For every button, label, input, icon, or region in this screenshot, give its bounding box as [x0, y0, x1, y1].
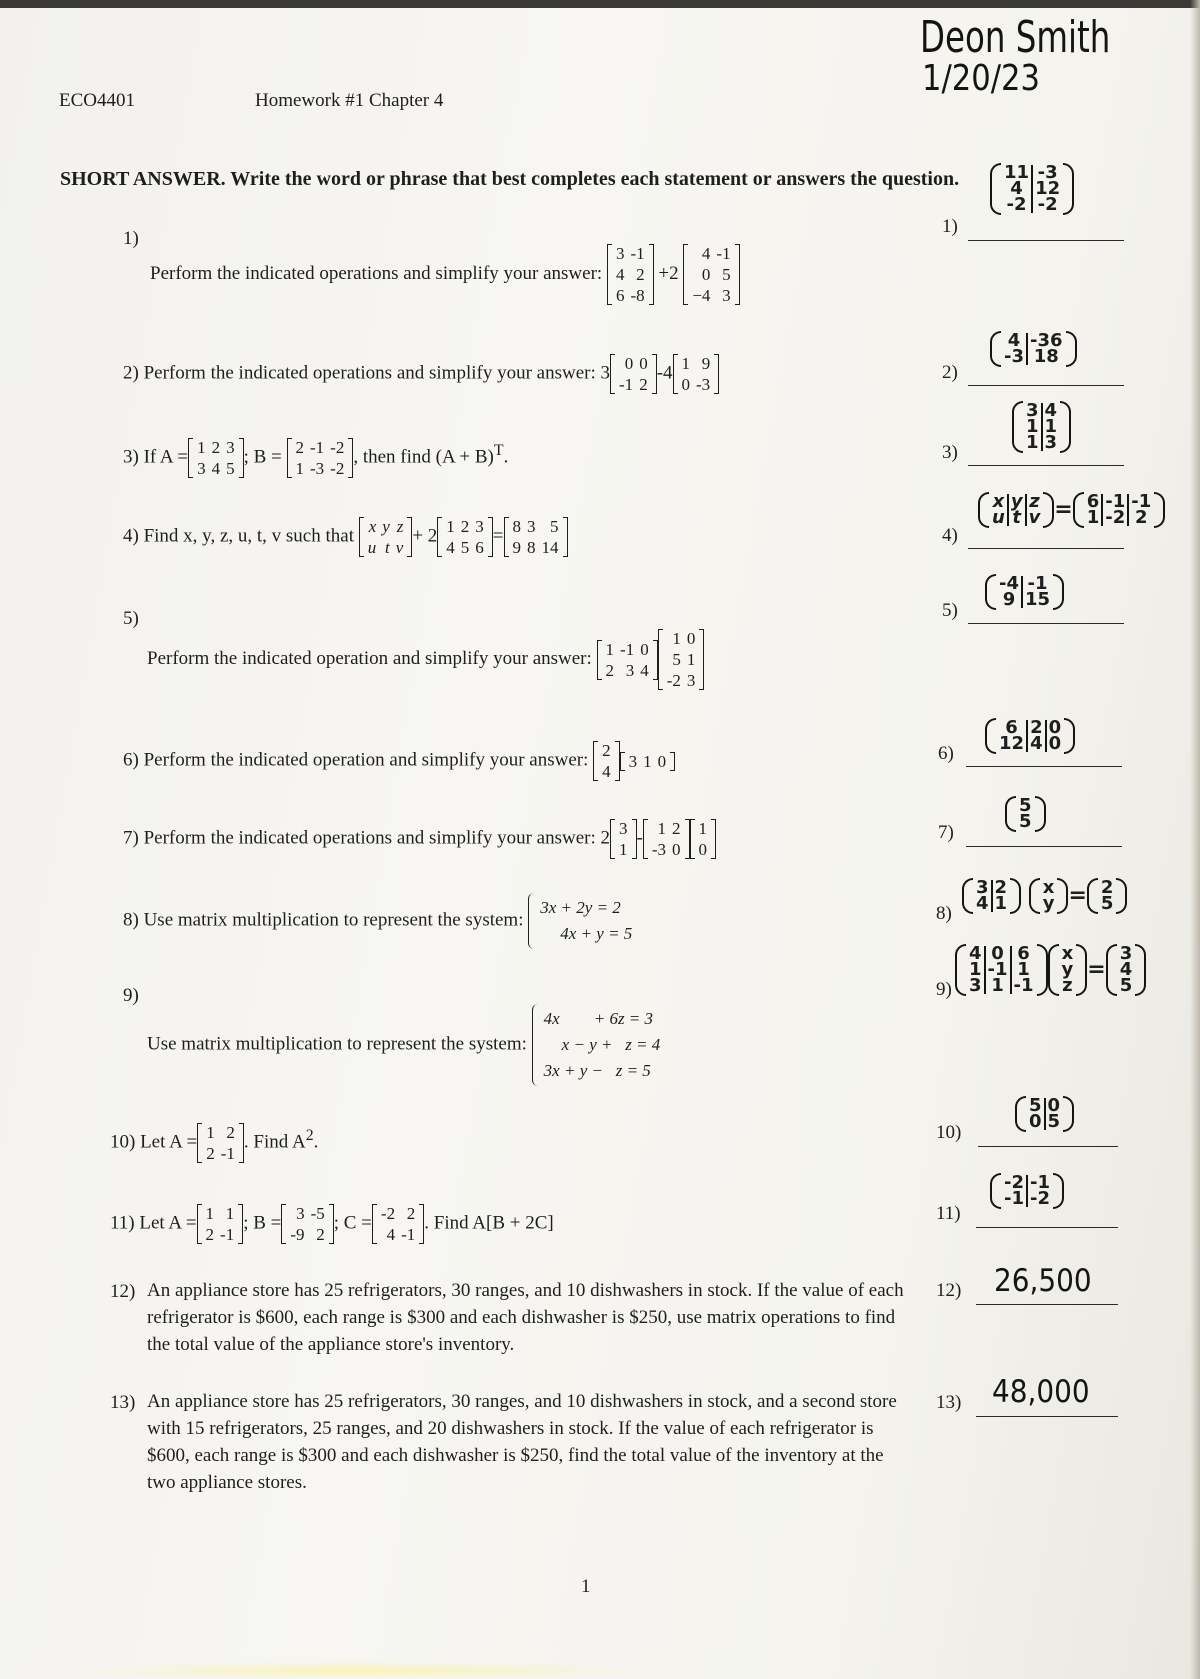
instructions: SHORT ANSWER. Write the word or phrase that best completes each statement or answers the question. [60, 168, 960, 190]
answer-11 [990, 1172, 1064, 1209]
matrix: 3 -5 -9 2 [281, 1203, 333, 1245]
handwritten-matrix: x y z [1048, 946, 1088, 994]
matrix: 4 -1 0 5 −4 3 [683, 243, 739, 306]
matrix: 1 2 3 3 4 5 [188, 437, 244, 479]
answer-number: 12) [936, 1280, 962, 1301]
question-number: 13) [110, 1392, 136, 1413]
light-glare [60, 1661, 660, 1679]
operator: -4 [656, 362, 673, 384]
answer-number: 5) [942, 600, 958, 621]
answer-number: 3) [942, 442, 958, 463]
answer-6 [985, 717, 1075, 754]
handwritten-matrix: x y [1029, 880, 1069, 912]
course-code: ECO4401 [59, 90, 135, 111]
answer-7 [1005, 795, 1046, 832]
answer-number: 13) [936, 1392, 962, 1413]
question-number: 4) [123, 525, 139, 547]
matrix: 3 -1 4 2 6 -8 [607, 243, 654, 306]
matrix: 1 0 [690, 818, 717, 860]
question-number: 1) [123, 228, 139, 249]
answer-line [968, 548, 1124, 549]
question-number: 11) [110, 1212, 135, 1234]
matrix: 3 1 0 [620, 751, 676, 772]
answer-12-value: 26,500 [994, 1263, 1092, 1299]
question-2 [123, 353, 719, 395]
question-number: 10) [110, 1131, 136, 1153]
handwritten-matrix: 2 5 [1087, 880, 1128, 912]
matrix: 1 0 5 1 -2 3 [658, 628, 705, 691]
question-number: 7) [123, 827, 139, 849]
question-number: 6) [123, 749, 139, 771]
answer-line [976, 1227, 1118, 1228]
answer-number: 6) [938, 743, 954, 764]
matrix: x y z u t v [359, 516, 413, 558]
answer-10 [1015, 1095, 1074, 1132]
handwritten-matrix: -4 -1 9 15 [985, 576, 1064, 608]
answer-line [976, 1416, 1118, 1417]
handwritten-matrix: 6 2 0 12 4 0 [985, 720, 1075, 752]
question-text: Perform the indicated operations and simplify your answer: 3 [143, 362, 611, 384]
answer-2 [990, 330, 1077, 367]
student-name: Deon Smith [920, 12, 1111, 63]
handwritten-matrix: 3 4 5 [1106, 946, 1147, 994]
question-3: 3) If A = 1 2 3 3 4 5 ; B = 2 -1 -2 1 -3 -2 , then find $(A + B)^T$. [123, 438, 509, 478]
answer-1 [990, 162, 1074, 215]
question-9 [147, 1006, 660, 1084]
question-number: 12) [110, 1281, 136, 1302]
scan-right-edge [1190, 0, 1200, 1679]
handwritten-matrix: x y z u t v [978, 494, 1054, 526]
answer-number: 10) [936, 1122, 962, 1143]
question-text: Use matrix multiplication to represent the system: [147, 1033, 527, 1055]
matrix: 3 1 [610, 818, 637, 860]
handwritten-matrix: 5 0 0 5 [1015, 1098, 1074, 1130]
answer-3 [1012, 400, 1071, 453]
handwritten-matrix: 6 -1 -1 1 -2 2 [1073, 494, 1166, 526]
handwritten-matrix: 3 4 1 1 1 3 [1012, 403, 1071, 451]
matrix: 1 9 0 -3 [673, 353, 720, 395]
answer-line [968, 240, 1124, 241]
matrix: 2 4 [593, 740, 620, 782]
handwritten-matrix: 3 2 4 1 [962, 880, 1021, 912]
handwritten-matrix: 4 0 6 1 -1 1 3 1 -1 [955, 946, 1048, 994]
question-4: 4) Find x, y, z, u, t, v such that x y z u t v + 2 1 2 3 4 5 6 = 8 3 5 9 8 14 [123, 516, 568, 558]
matrix: 1 2 3 4 5 6 [437, 516, 493, 558]
question-number: 3) [123, 446, 139, 468]
answer-number: 11) [936, 1203, 961, 1224]
answer-5 [985, 573, 1064, 610]
answer-number: 2) [942, 362, 958, 383]
question-10: 10) Let A = 1 2 2 -1 . Find $A^2$. [110, 1123, 319, 1163]
question-number: 9) [123, 985, 139, 1006]
question-6 [123, 740, 675, 782]
answer-line [968, 465, 1124, 466]
answer-line [966, 846, 1122, 847]
question-text: Perform the indicated operation and simplify your answer: [143, 749, 589, 771]
answer-number: 7) [938, 822, 954, 843]
answer-number: 8) [936, 903, 952, 924]
matrix: 1 1 2 -1 [197, 1203, 244, 1245]
question-number: 2) [123, 362, 139, 384]
date: 1/20/23 [922, 58, 1040, 99]
answer-number: 4) [942, 525, 958, 546]
question-text: Perform the indicated operations and simplify your answer: 2 [143, 827, 611, 849]
matrix: 1 2 2 -1 [197, 1122, 244, 1164]
matrix: 1 2 -3 0 [643, 818, 690, 860]
question-7: 7) Perform the indicated operations and simplify your answer: 2 3 1 - 1 2 -3 0 1 0 [123, 818, 716, 860]
answer-number: 9) [936, 979, 952, 1000]
question-11: 11) Let A = 1 1 2 -1 ; B = 3 -5 -9 2 ; C = -2 2 4 -1 . Find A[B + 2C] [110, 1204, 554, 1244]
answer-line [968, 623, 1124, 624]
assignment-title: Homework #1 Chapter 4 [255, 90, 444, 111]
matrix: 2 -1 -2 1 -3 -2 [287, 437, 354, 479]
question-text: Use matrix multiplication to represent the system: [143, 909, 524, 931]
answer-line [968, 385, 1124, 386]
handwritten-matrix: 11 -3 4 12 -2 -2 [990, 165, 1074, 213]
question-text: Perform the indicated operations and simplify your answer: [150, 262, 603, 284]
answer-line [976, 1304, 1118, 1305]
handwritten-matrix: 5 5 [1005, 798, 1046, 830]
answer-4: x y z u t v = 6 -1 -1 1 -2 2 [978, 494, 1165, 526]
answer-line [966, 766, 1122, 767]
question-12-text: An appliance store has 25 refrigerators, 30 ranges, and 10 dishwashers in stock. If the value of each refrigerator is $600, each range is $300 and each dishwasher is $250, use matrix operations to find the total value of the appliance store's inventory. [147, 1280, 904, 1355]
question-text: Perform the indicated operation and simplify your answer: [147, 647, 592, 669]
matrix: 1 -1 0 2 3 4 [597, 639, 658, 681]
question-number: 5) [123, 608, 139, 629]
question-number: 8) [123, 909, 139, 931]
operator: +2 [658, 262, 679, 284]
answer-8: 3 2 4 1 x y = 2 5 [962, 880, 1127, 912]
answer-line [978, 1146, 1118, 1147]
question-5 [147, 628, 704, 691]
answer-number: 1) [942, 216, 958, 237]
answer-13-value: 48,000 [992, 1374, 1090, 1410]
matrix: 0 0 -1 2 [610, 353, 657, 395]
question-8 [123, 895, 632, 947]
scan-top-edge [0, 0, 1200, 8]
equation-system: 4x + 6z = 3 x − y + z = 4 3x + y − z = 5 [532, 1006, 661, 1084]
matrix: -2 2 4 -1 [372, 1203, 424, 1245]
equation-system: 3x + 2y = 2 4x + y = 5 [528, 895, 632, 947]
answer-9: 4 0 6 1 -1 1 3 1 -1 x y z = 3 4 5 [955, 946, 1146, 994]
handwritten-matrix: 4 -36 -3 18 [990, 333, 1077, 365]
question-1 [150, 243, 740, 306]
question-13-text: An appliance store has 25 refrigerators, 30 ranges, and 10 dishwashers in stock, and a second store with 15 refrigerators, 25 ranges, and 20 dishwashers in stock. If the value of each refrigerator is $600, each range is $300 and each dishwasher is $250, find the total value of the inventory at the two appliance stores. [147, 1391, 897, 1493]
matrix: 8 3 5 9 8 14 [504, 516, 568, 558]
page-number: 1 [581, 1576, 591, 1597]
handwritten-matrix: -2 -1 -1 -2 [990, 1175, 1064, 1207]
